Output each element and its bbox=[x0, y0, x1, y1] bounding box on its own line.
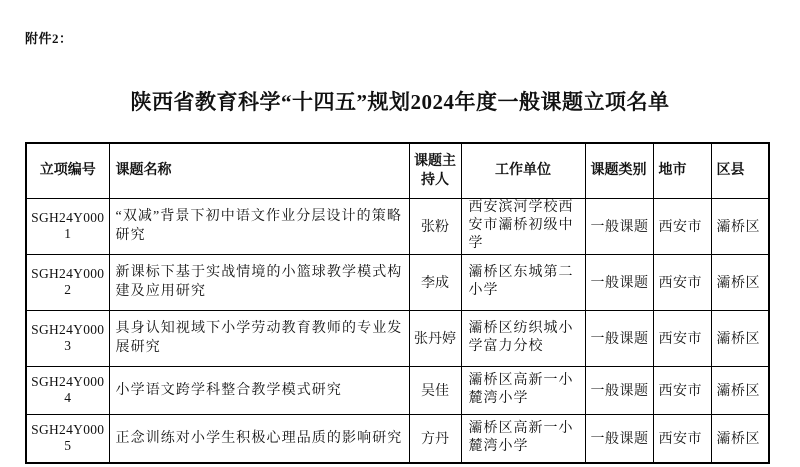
projects-table bbox=[25, 142, 770, 464]
cell-leader: 方丹 bbox=[409, 414, 461, 463]
cell-category: 一般课题 bbox=[585, 254, 653, 310]
cell-work-unit: 灞桥区高新一小麓湾小学 bbox=[461, 366, 585, 414]
table-row bbox=[26, 310, 769, 366]
cell-city: 西安市 bbox=[653, 254, 711, 310]
page-title: 陕西省教育科学“十四五”规划2024年度一般课题立项名单 bbox=[130, 90, 670, 114]
cell-project-id: SGH24Y0001 bbox=[26, 198, 109, 254]
cell-leader: 李成 bbox=[409, 254, 461, 310]
cell-work-unit: 西安滨河学校西安市灞桥初级中学 bbox=[461, 198, 585, 254]
cell-project-id: SGH24Y0004 bbox=[26, 366, 109, 414]
cell-work-unit: 灞桥区纺织城小学富力分校 bbox=[461, 310, 585, 366]
cell-project-id: SGH24Y0005 bbox=[26, 414, 109, 463]
cell-leader: 张丹婷 bbox=[409, 310, 461, 366]
cell-project-name: “双减”背景下初中语文作业分层设计的策略研究 bbox=[109, 198, 409, 254]
table-header-row bbox=[26, 143, 769, 198]
column-header-category: 课题类别 bbox=[585, 143, 653, 198]
table-row bbox=[26, 198, 769, 254]
column-header-project-id: 立项编号 bbox=[26, 143, 109, 198]
table-container bbox=[25, 142, 770, 464]
cell-project-name: 新课标下基于实战情境的小篮球教学模式构建及应用研究 bbox=[109, 254, 409, 310]
cell-category: 一般课题 bbox=[585, 198, 653, 254]
cell-district: 灞桥区 bbox=[711, 254, 769, 310]
table-row bbox=[26, 254, 769, 310]
column-header-work-unit: 工作单位 bbox=[461, 143, 585, 198]
cell-city: 西安市 bbox=[653, 414, 711, 463]
cell-category: 一般课题 bbox=[585, 414, 653, 463]
table-row bbox=[26, 414, 769, 463]
cell-leader: 吴佳 bbox=[409, 366, 461, 414]
cell-city: 西安市 bbox=[653, 198, 711, 254]
cell-city: 西安市 bbox=[653, 366, 711, 414]
cell-district: 灞桥区 bbox=[711, 414, 769, 463]
cell-project-id: SGH24Y0003 bbox=[26, 310, 109, 366]
cell-district: 灞桥区 bbox=[711, 366, 769, 414]
cell-district: 灞桥区 bbox=[711, 310, 769, 366]
table-row bbox=[26, 366, 769, 414]
cell-work-unit: 灞桥区高新一小麓湾小学 bbox=[461, 414, 585, 463]
cell-project-name: 具身认知视域下小学劳动教育教师的专业发展研究 bbox=[109, 310, 409, 366]
cell-category: 一般课题 bbox=[585, 366, 653, 414]
column-header-leader: 课题主持人 bbox=[409, 143, 461, 198]
cell-project-name: 小学语文跨学科整合教学模式研究 bbox=[109, 366, 409, 414]
column-header-city: 地市 bbox=[653, 143, 711, 198]
column-header-district: 区县 bbox=[711, 143, 769, 198]
cell-district: 灞桥区 bbox=[711, 198, 769, 254]
cell-city: 西安市 bbox=[653, 310, 711, 366]
cell-leader: 张粉 bbox=[409, 198, 461, 254]
attachment-label: 附件2： bbox=[25, 31, 73, 46]
cell-project-name: 正念训练对小学生积极心理品质的影响研究 bbox=[109, 414, 409, 463]
column-header-project-name: 课题名称 bbox=[109, 143, 409, 198]
cell-category: 一般课题 bbox=[585, 310, 653, 366]
cell-project-id: SGH24Y0002 bbox=[26, 254, 109, 310]
cell-work-unit: 灞桥区东城第二小学 bbox=[461, 254, 585, 310]
